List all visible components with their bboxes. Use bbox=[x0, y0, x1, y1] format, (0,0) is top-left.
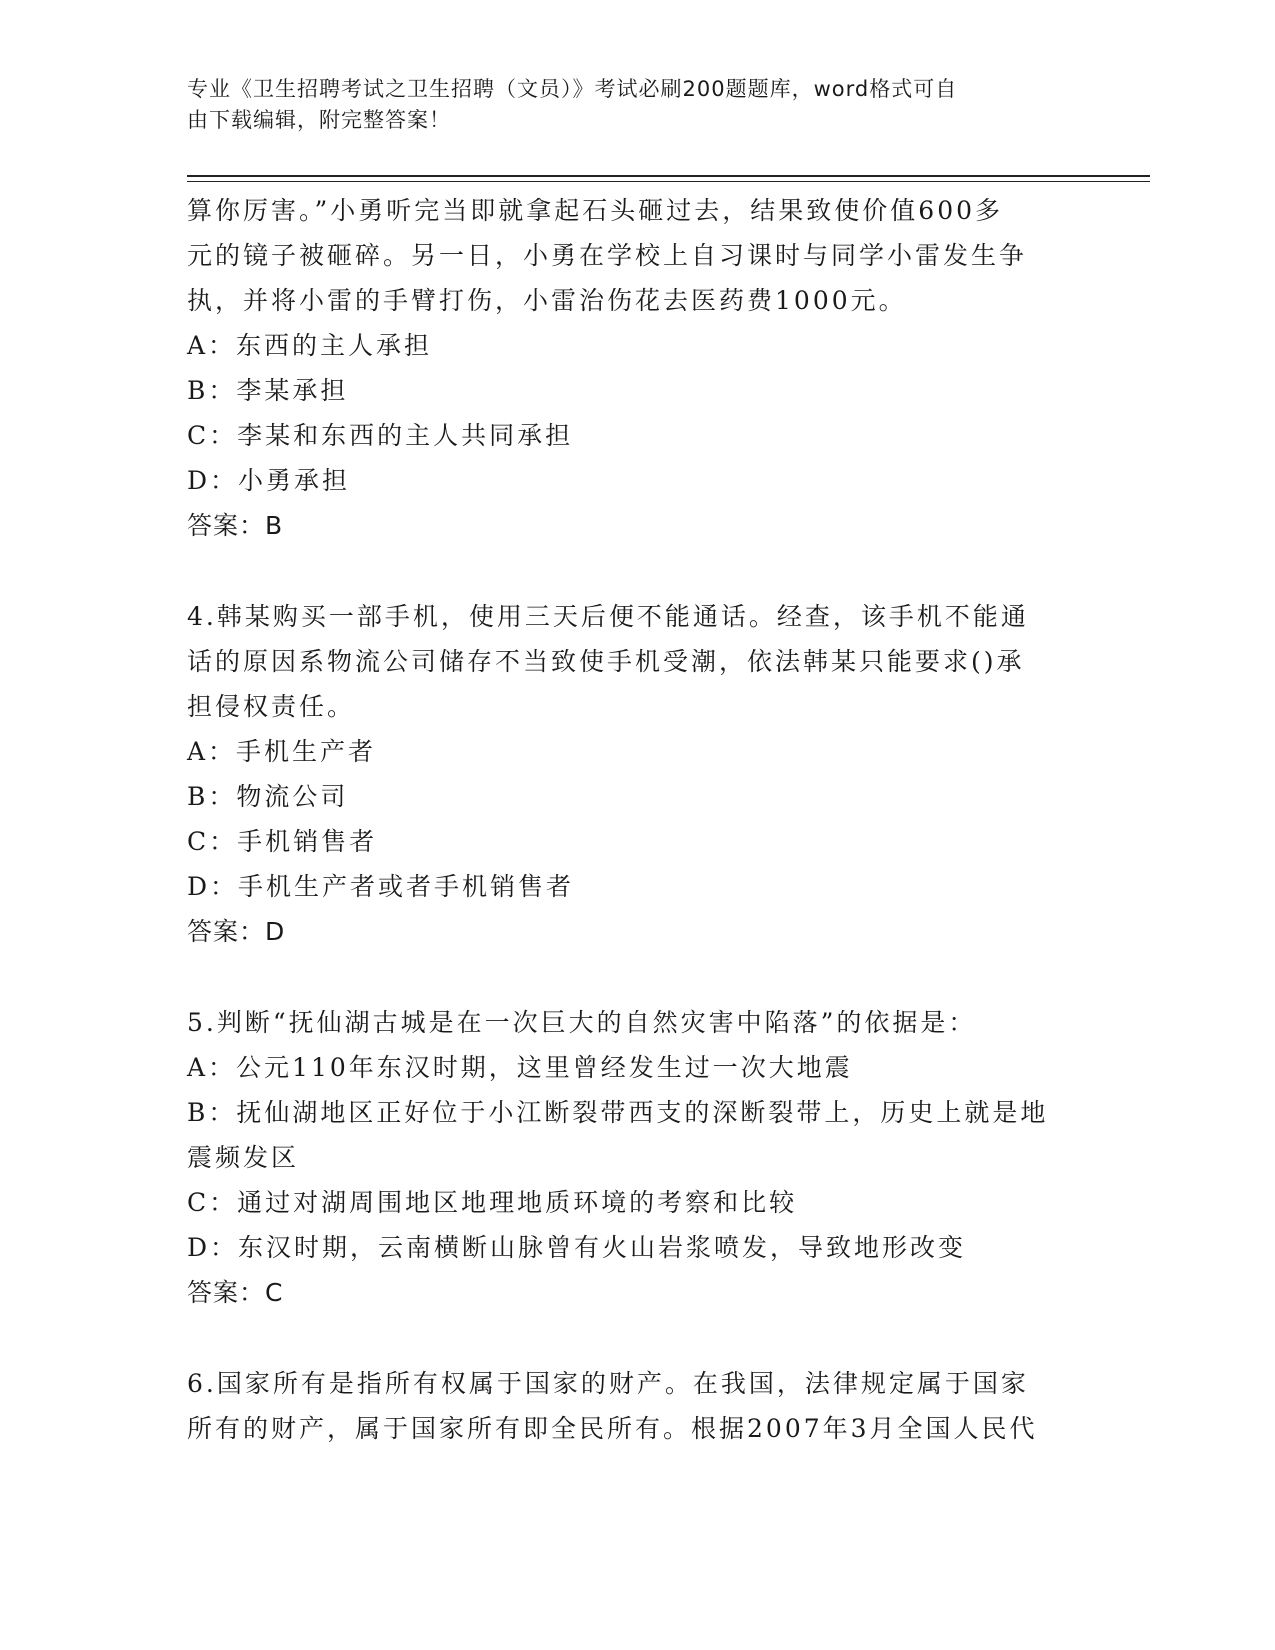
header-rule-thick bbox=[187, 175, 1150, 177]
question-4-answer: 答案：D bbox=[187, 917, 286, 946]
header-line-1: 专业《卫生招聘考试之卫生招聘（文员）》考试必刷200题题库，word格式可自 bbox=[187, 77, 958, 101]
question-4-option-d: D：手机生产者或者手机销售者 bbox=[187, 872, 575, 901]
document-header bbox=[187, 74, 1067, 136]
question-6 bbox=[187, 1361, 1087, 1451]
question-4-stem-line-3: 担侵权责任。 bbox=[187, 692, 356, 721]
question-list bbox=[187, 188, 1087, 1451]
question-5-option-b-line-2: 震频发区 bbox=[187, 1143, 300, 1172]
question-6-stem-line-1: 6.国家所有是指所有权属于国家的财产。在我国，法律规定属于国家 bbox=[187, 1369, 1029, 1398]
question-3-stem-line-2: 元的镜子被砸碎。另一日，小勇在学校上自习课时与同学小雷发生争 bbox=[187, 241, 1028, 270]
question-4-option-c: C：手机销售者 bbox=[187, 827, 378, 856]
spacer bbox=[187, 954, 1087, 1000]
question-3-option-a: A：东西的主人承担 bbox=[187, 331, 433, 360]
question-3 bbox=[187, 188, 1087, 548]
question-4 bbox=[187, 594, 1087, 954]
question-3-option-b: B：李某承担 bbox=[187, 376, 349, 405]
question-5-stem-line-1: 5.判断“抚仙湖古城是在一次巨大的自然灾害中陷落”的依据是： bbox=[187, 1008, 977, 1037]
question-4-option-b: B：物流公司 bbox=[187, 782, 349, 811]
question-5-option-b-line-1: B：抚仙湖地区正好位于小江断裂带西支的深断裂带上，历史上就是地 bbox=[187, 1098, 1049, 1127]
header-line-2: 由下载编辑，附完整答案！ bbox=[187, 108, 451, 132]
question-3-answer: 答案：B bbox=[187, 511, 284, 540]
spacer bbox=[187, 1315, 1087, 1361]
question-5-option-a: A：公元110年东汉时期，这里曾经发生过一次大地震 bbox=[187, 1053, 853, 1082]
question-3-option-d: D：小勇承担 bbox=[187, 466, 351, 495]
question-5-option-c: C：通过对湖周围地区地理地质环境的考察和比较 bbox=[187, 1188, 798, 1217]
question-5-option-d: D：东汉时期，云南横断山脉曾有火山岩浆喷发，导致地形改变 bbox=[187, 1233, 967, 1262]
question-5-answer: 答案：C bbox=[187, 1278, 284, 1307]
question-4-stem-line-1: 4.韩某购买一部手机，使用三天后便不能通话。经查，该手机不能通 bbox=[187, 602, 1029, 631]
question-4-option-a: A：手机生产者 bbox=[187, 737, 377, 766]
header-rule-thin bbox=[187, 181, 1150, 182]
question-3-stem-line-1: 算你厉害。”小勇听完当即就拿起石头砸过去，结果致使价值600多 bbox=[187, 196, 1004, 225]
question-3-stem-line-3: 执，并将小雷的手臂打伤，小雷治伤花去医药费1000元。 bbox=[187, 286, 907, 315]
spacer bbox=[187, 548, 1087, 594]
question-5 bbox=[187, 1000, 1087, 1315]
question-4-stem-line-2: 话的原因系物流公司储存不当致使手机受潮，依法韩某只能要求()承 bbox=[187, 647, 1025, 676]
question-3-option-c: C：李某和东西的主人共同承担 bbox=[187, 421, 574, 450]
question-6-stem-line-2: 所有的财产，属于国家所有即全民所有。根据2007年3月全国人民代 bbox=[187, 1414, 1038, 1443]
